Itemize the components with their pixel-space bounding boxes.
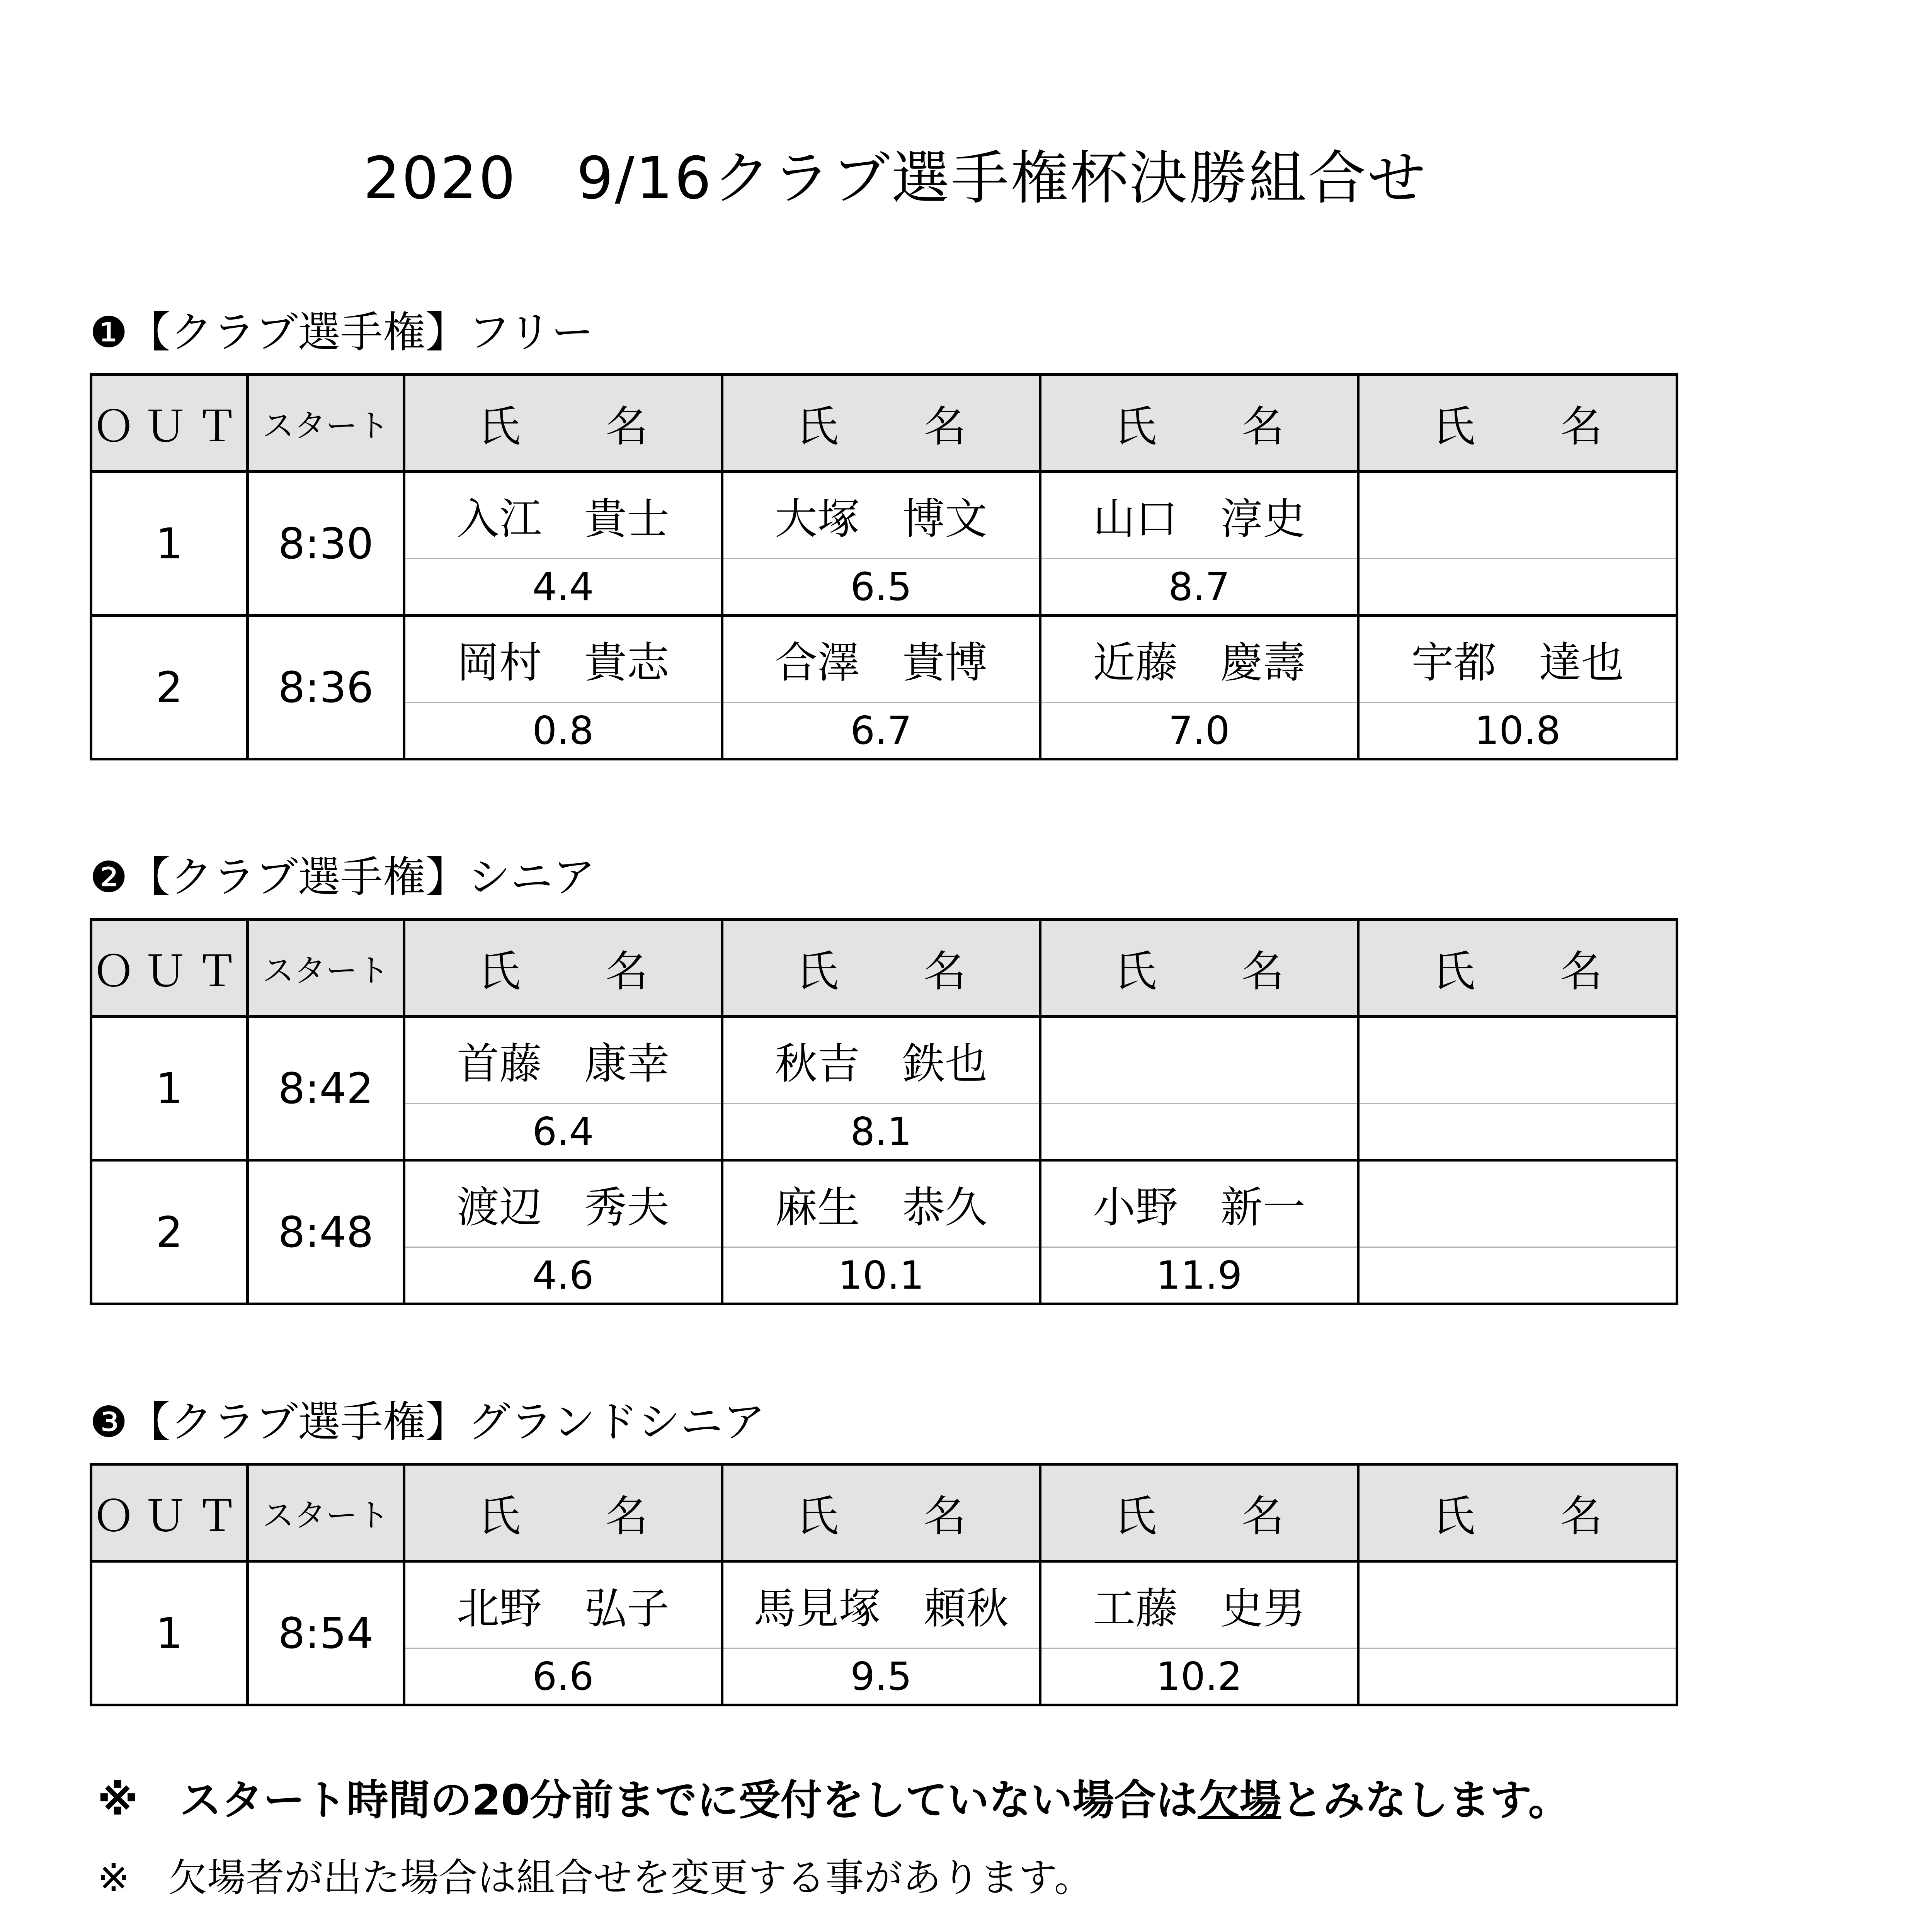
page-title: 2020 9/16クラブ選手権杯決勝組合せ xyxy=(363,145,1427,212)
start-time: 8:48 xyxy=(248,1160,404,1304)
player-handicap: 10.1 xyxy=(722,1247,1040,1304)
note-absence-keyword: 欠場 xyxy=(1198,1776,1281,1825)
group-row-names xyxy=(91,616,1677,702)
player-name: 秋吉 鉄也 xyxy=(722,1017,1040,1104)
player-name: 宇都 達也 xyxy=(1358,616,1677,702)
player-handicap: 6.7 xyxy=(722,702,1040,759)
group-row-names xyxy=(91,472,1677,559)
header-row xyxy=(91,920,1677,1017)
player-handicap: 10.8 xyxy=(1358,702,1677,759)
player-name xyxy=(1358,1561,1677,1648)
header-row xyxy=(91,1464,1677,1561)
player-name: 馬見塚 頼秋 xyxy=(722,1561,1040,1648)
start-time: 8:36 xyxy=(248,616,404,759)
player-name xyxy=(1040,1017,1358,1104)
note-competition-holes xyxy=(97,1917,1620,1932)
note-pairing-change: ※ 欠場者が出た場合は組合せを変更する事があります。 xyxy=(97,1855,1093,1900)
group-row-names xyxy=(91,1017,1677,1104)
player-name: 麻生 恭久 xyxy=(722,1160,1040,1247)
player-name: 近藤 慶壽 xyxy=(1040,616,1358,702)
start-header: スタート xyxy=(248,375,404,472)
out-number: 2 xyxy=(91,616,248,759)
section-title: ❷【クラブ選手権】シニア xyxy=(90,852,596,902)
player-name xyxy=(1358,472,1677,559)
player-handicap: 6.5 xyxy=(722,559,1040,616)
start-header: スタート xyxy=(248,920,404,1017)
section-senior xyxy=(90,846,1680,1305)
out-number: 1 xyxy=(91,1017,248,1160)
player-name: 首藤 康幸 xyxy=(404,1017,722,1104)
section-title: ❸【クラブ選手権】グランドシニア xyxy=(90,1397,766,1447)
name-header: 氏 名 xyxy=(404,375,722,472)
start-time: 8:30 xyxy=(248,472,404,616)
player-handicap: 4.6 xyxy=(404,1247,722,1304)
name-header: 氏 名 xyxy=(404,920,722,1017)
player-handicap: 4.4 xyxy=(404,559,722,616)
player-name: 小野 新一 xyxy=(1040,1160,1358,1247)
player-handicap: 8.7 xyxy=(1040,559,1358,616)
section-title: ❶【クラブ選手権】フリー xyxy=(90,308,594,357)
start-time: 8:54 xyxy=(248,1561,404,1705)
start-header: スタート xyxy=(248,1464,404,1561)
player-handicap: 8.1 xyxy=(722,1104,1040,1160)
notes xyxy=(97,1762,1620,1932)
player-handicap: 6.4 xyxy=(404,1104,722,1160)
start-time: 8:42 xyxy=(248,1017,404,1160)
header-row xyxy=(91,375,1677,472)
name-header: 氏 名 xyxy=(1040,1464,1358,1561)
name-header: 氏 名 xyxy=(722,375,1040,472)
pairing-table xyxy=(90,918,1678,1305)
player-name: 大塚 博文 xyxy=(722,472,1040,559)
player-name: 渡辺 秀夫 xyxy=(404,1160,722,1247)
name-header: 氏 名 xyxy=(404,1464,722,1561)
player-handicap xyxy=(1358,559,1677,616)
player-name: 合澤 貴博 xyxy=(722,616,1040,702)
player-handicap xyxy=(1358,1648,1677,1705)
player-handicap: 10.2 xyxy=(1040,1648,1358,1705)
player-name: 岡村 貴志 xyxy=(404,616,722,702)
name-header: 氏 名 xyxy=(1358,920,1677,1017)
player-name xyxy=(1358,1160,1677,1247)
out-header: ＯＵＴ xyxy=(91,1464,248,1561)
pairing-table xyxy=(90,373,1678,760)
player-name: 北野 弘子 xyxy=(404,1561,722,1648)
player-name: 山口 淳史 xyxy=(1040,472,1358,559)
group-row-names xyxy=(91,1561,1677,1648)
player-handicap xyxy=(1040,1104,1358,1160)
player-handicap: 9.5 xyxy=(722,1648,1040,1705)
player-name: 工藤 史男 xyxy=(1040,1561,1358,1648)
name-header: 氏 名 xyxy=(1040,920,1358,1017)
name-header: 氏 名 xyxy=(1358,375,1677,472)
name-header: 氏 名 xyxy=(722,1464,1040,1561)
note-text: とみなします。 xyxy=(1281,1776,1570,1825)
player-name: 入江 貴士 xyxy=(404,472,722,559)
group-row-names xyxy=(91,1160,1677,1247)
name-header: 氏 名 xyxy=(1040,375,1358,472)
out-number: 2 xyxy=(91,1160,248,1304)
out-header: ＯＵＴ xyxy=(91,375,248,472)
note-text: ※ スタート時間の20分前までに受付をしていない場合は xyxy=(97,1776,1198,1825)
pairing-table xyxy=(90,1463,1678,1706)
section-free xyxy=(90,301,1680,760)
out-number: 1 xyxy=(91,472,248,616)
player-handicap xyxy=(1358,1104,1677,1160)
player-name xyxy=(1358,1017,1677,1104)
note-reception-deadline xyxy=(97,1762,1620,1839)
player-handicap: 0.8 xyxy=(404,702,722,759)
player-handicap xyxy=(1358,1247,1677,1304)
name-header: 氏 名 xyxy=(1358,1464,1677,1561)
out-number: 1 xyxy=(91,1561,248,1705)
section-grand-senior xyxy=(90,1391,1680,1706)
player-handicap: 7.0 xyxy=(1040,702,1358,759)
name-header: 氏 名 xyxy=(722,920,1040,1017)
player-handicap: 6.6 xyxy=(404,1648,722,1705)
out-header: ＯＵＴ xyxy=(91,920,248,1017)
player-handicap: 11.9 xyxy=(1040,1247,1358,1304)
